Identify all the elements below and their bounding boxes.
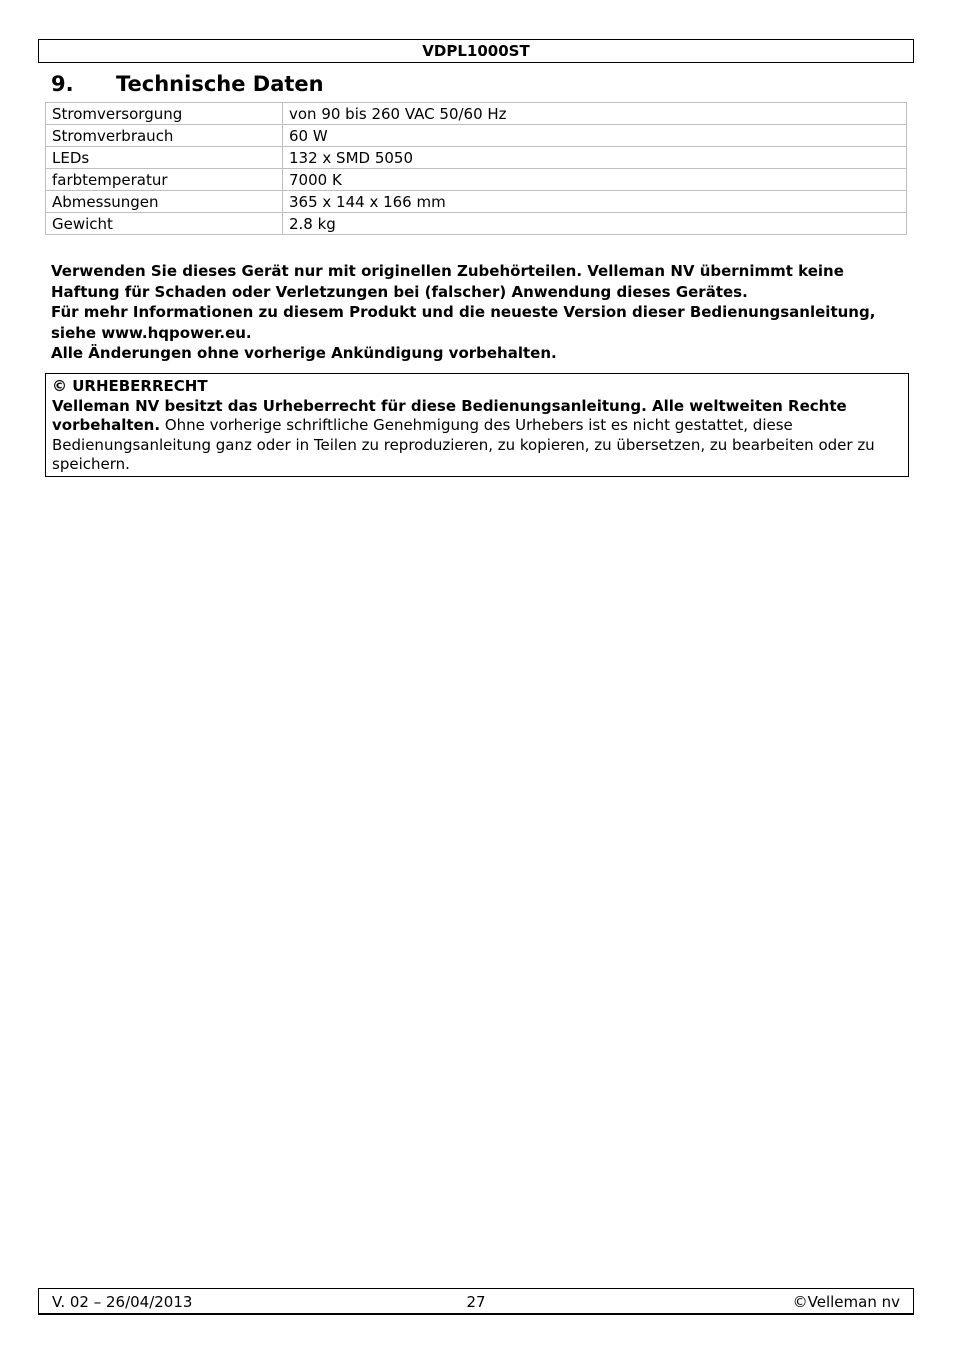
section-number: 9. — [51, 72, 74, 96]
copyright-text: Ohne vorherige schriftliche Genehmigung des Urhebers ist es nicht gestattet, diese Bedienungsanleitung ganz oder in Teilen zu reproduzieren, zu kopieren, zu übersetzen, zu bearbeiten oder zu speichern. — [52, 416, 875, 473]
footer-page-number: 27 — [466, 1293, 486, 1311]
copyright-bold-text: Velleman NV besitzt das Urheberrecht für diese Bedienungsanleitung. Alle weltweiten Rechte vorbehalten. — [52, 396, 847, 434]
spec-label: Abmessungen — [46, 191, 283, 213]
notice-more-info: Für mehr Informationen zu diesem Produkt und die neueste Version dieser Bedienungsanleitung, siehe www.hqpower.eu. — [51, 303, 876, 342]
notice-accessories: Verwenden Sie dieses Gerät nur mit originellen Zubehörteilen. Velleman NV übernimmt keine Haftung für Schaden oder Verletzungen bei (falscher) Anwendung dieses Gerätes. — [51, 262, 844, 301]
spec-value: von 90 bis 260 VAC 50/60 Hz — [283, 103, 907, 125]
spec-label: farbtemperatur — [46, 169, 283, 191]
spec-value: 2.8 kg — [283, 213, 907, 235]
footer-company: ©Velleman nv — [792, 1293, 900, 1311]
page-footer — [38, 1288, 914, 1315]
usage-notice — [51, 261, 901, 364]
spec-table — [45, 102, 907, 235]
footer-version: V. 02 – 26/04/2013 — [52, 1293, 193, 1311]
section-title-text: Technische Daten — [116, 72, 324, 96]
table-row — [46, 147, 907, 169]
copyright-body — [52, 397, 902, 475]
table-row — [46, 103, 907, 125]
copyright-title: © URHEBERRECHT — [52, 377, 208, 395]
spec-value: 365 x 144 x 166 mm — [283, 191, 907, 213]
section-title — [51, 70, 324, 98]
copyright-box — [45, 373, 909, 477]
notice-changes: Alle Änderungen ohne vorherige Ankündigung vorbehalten. — [51, 344, 557, 362]
spec-value: 60 W — [283, 125, 907, 147]
model-name: VDPL1000ST — [422, 42, 530, 60]
spec-label: LEDs — [46, 147, 283, 169]
spec-label: Stromversorgung — [46, 103, 283, 125]
spec-value: 7000 K — [283, 169, 907, 191]
table-row — [46, 213, 907, 235]
page-header — [38, 39, 914, 63]
table-row — [46, 169, 907, 191]
table-row — [46, 191, 907, 213]
spec-value: 132 x SMD 5050 — [283, 147, 907, 169]
spec-label: Gewicht — [46, 213, 283, 235]
spec-label: Stromverbrauch — [46, 125, 283, 147]
table-row — [46, 125, 907, 147]
